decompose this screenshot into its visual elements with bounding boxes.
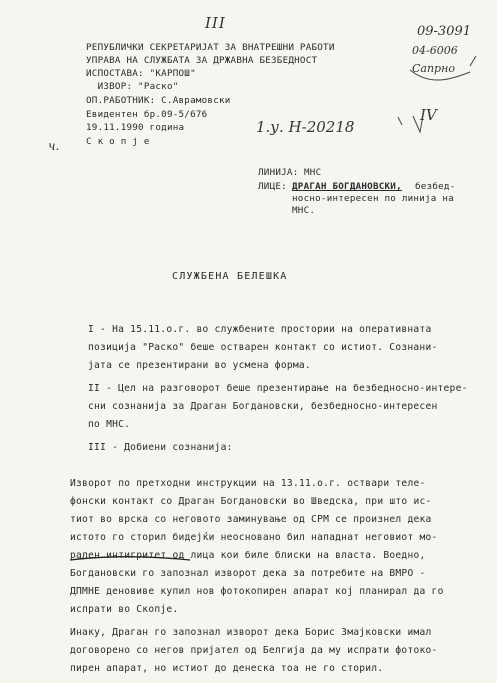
handwritten-margin-note: ч. xyxy=(48,139,60,153)
header-line-1: РЕПУБЛИЧКИ СЕКРЕТАРИЈАТ ЗА ВНАТРЕШНИ РАБОТИ xyxy=(86,42,335,53)
p4-line-7: ДПМНЕ деновиве купил нов фотокопирен апарат кој планирал да го xyxy=(70,586,444,597)
lice-rest-1: безбед- xyxy=(415,181,456,192)
document-title: СЛУЖБЕНА БЕЛЕШКА xyxy=(172,271,288,282)
handwritten-ref-number: 09-3091 xyxy=(417,24,472,39)
header-line-2: УПРАВА НА СЛУЖБАТА ЗА ДРЖАВНА БЕЗБЕДНОСТ xyxy=(86,55,318,66)
lice-rest-3: МНС. xyxy=(292,205,316,216)
p1-line-2: позиција "Раско" беше остварен контакт со истиот. Сознани- xyxy=(88,342,438,353)
p5-line-2: договорено со негов пријател од Белгија да му испрати фотоко- xyxy=(70,645,438,656)
p2-line-1: II - Цел на разговорот беше презентирање на безбедносно-интере- xyxy=(88,383,468,394)
p4-line-1: Изворот по претходни инструкции на 13.11.о.г. оствари теле- xyxy=(70,478,426,489)
lice-rest-2: носно-интересен по линија на xyxy=(292,193,454,204)
p4-line-3: тиот во врска со неговото заминување од СРМ се произнел дека xyxy=(70,514,432,525)
handwritten-ref-code: 04-6006 xyxy=(412,44,458,57)
p1-line-3: јата се презентирани во усмена форма. xyxy=(88,360,311,371)
header-line-8: С к о п ј е xyxy=(86,136,150,147)
p5-line-3: пирен апарат, но истиот до денеска тоа не го сторил. xyxy=(70,663,384,674)
p2-line-3: по МНС. xyxy=(88,419,131,430)
header-line-4: ИЗВОР: "Раско" xyxy=(86,81,179,92)
header-line-3: ИСПОСТАВА: "КАРПОШ" xyxy=(86,68,196,79)
p4-line-8: испрати во Скопје. xyxy=(70,604,179,615)
p4-line-6: Богдановски го запознал изворот дека за потребите на ВМРО - xyxy=(70,568,426,579)
p4-line-5: рален интигритет од лица кои биле блиски на власта. Воедно, xyxy=(70,550,426,561)
p4-line-4: истото го сторил бидејќи неосновано бил нападнат неговиот мо- xyxy=(70,532,438,543)
header-line-6: Евидентен бр.09-5/676 xyxy=(86,109,208,120)
p2-line-2: сни сознанија за Драган Богдановски, безбедносно-интересен xyxy=(88,401,438,412)
p5-line-1: Инаку, Драган го запознал изворот дека Борис Змајковски имал xyxy=(70,627,432,638)
linija-label: ЛИНИЈА: xyxy=(258,167,299,178)
header-line-5: ОП.РАБОТНИК: С.Аврамовски xyxy=(86,95,231,106)
lice-label: ЛИЦЕ: xyxy=(258,181,287,192)
handwritten-ref-word: Сапрно xyxy=(412,62,455,75)
p4-line-2: фонски контакт со Драган Богдановски во Шведска, при што ис- xyxy=(70,496,432,507)
handwritten-roman-top: III xyxy=(205,14,226,32)
p1-line-1: I - На 15.11.о.г. во службените простории на оперативната xyxy=(88,324,432,335)
handwritten-reg-stamp: 1.у. Н-20218 xyxy=(256,118,355,136)
p3-line-1: III - Добиени сознанија: xyxy=(88,442,233,453)
linija-value: МНС xyxy=(304,167,322,178)
lice-name: ДРАГАН БОГДАНОВСКИ, xyxy=(292,181,402,192)
handwritten-roman-right: IV xyxy=(420,106,437,124)
header-line-7: 19.11.1990 година xyxy=(86,122,185,133)
